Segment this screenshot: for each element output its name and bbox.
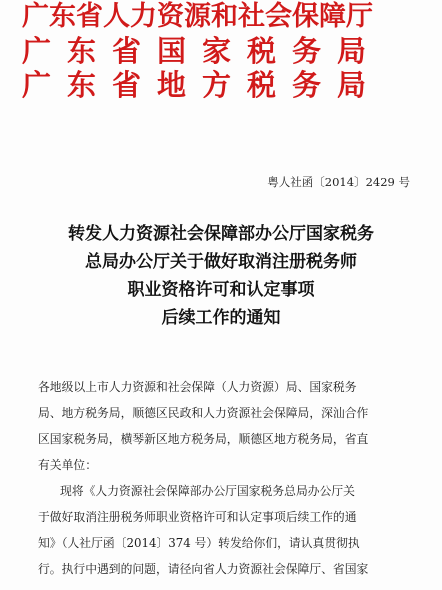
document-number: 粤人社函〔2014〕2429 号 <box>267 175 410 189</box>
issuer-line-3: 广东省地方税务局 <box>22 68 383 102</box>
issuer-header <box>22 0 422 102</box>
title-line-2: 总局办公厅关于做好取消注册税务师 <box>85 252 357 272</box>
title-line-3: 职业资格许可和认定事项 <box>127 280 315 300</box>
title-line-1: 转发人力资源社会保障部办公厅国家税务 <box>68 224 374 244</box>
paragraph-line-4: 行。执行中遇到的问题，请径向省人力资源社会保障厅、省国家 <box>38 562 369 576</box>
issuer-line-2: 广东省国家税务局 <box>22 34 383 68</box>
recipients-line-1: 各地级以上市人力资源和社会保障（人力资源）局、国家税务 <box>38 380 357 394</box>
document-body <box>38 374 418 582</box>
recipients-line-3: 区国家税务局，横琴新区地方税务局，顺德区地方税务局，省直 <box>38 432 369 446</box>
recipients-line-4: 有关单位： <box>38 458 97 472</box>
paragraph-line-3: 知》（人社厅函〔2014〕374 号）转发给你们，请认真贯彻执 <box>38 536 360 550</box>
document-title <box>0 220 442 332</box>
title-line-4: 后续工作的通知 <box>161 308 281 328</box>
paragraph-line-2: 于做好取消注册税务师职业资格许可和认定事项后续工作的通 <box>38 510 357 524</box>
issuer-line-1: 广东省人力资源和社会保障厅 <box>22 1 373 32</box>
recipients-line-2: 局、地方税务局，顺德区民政和人力资源社会保障局，深汕合作 <box>38 406 369 420</box>
paragraph-line-1: 现将《人力资源社会保障部办公厅国家税务总局办公厅关 <box>60 484 355 498</box>
